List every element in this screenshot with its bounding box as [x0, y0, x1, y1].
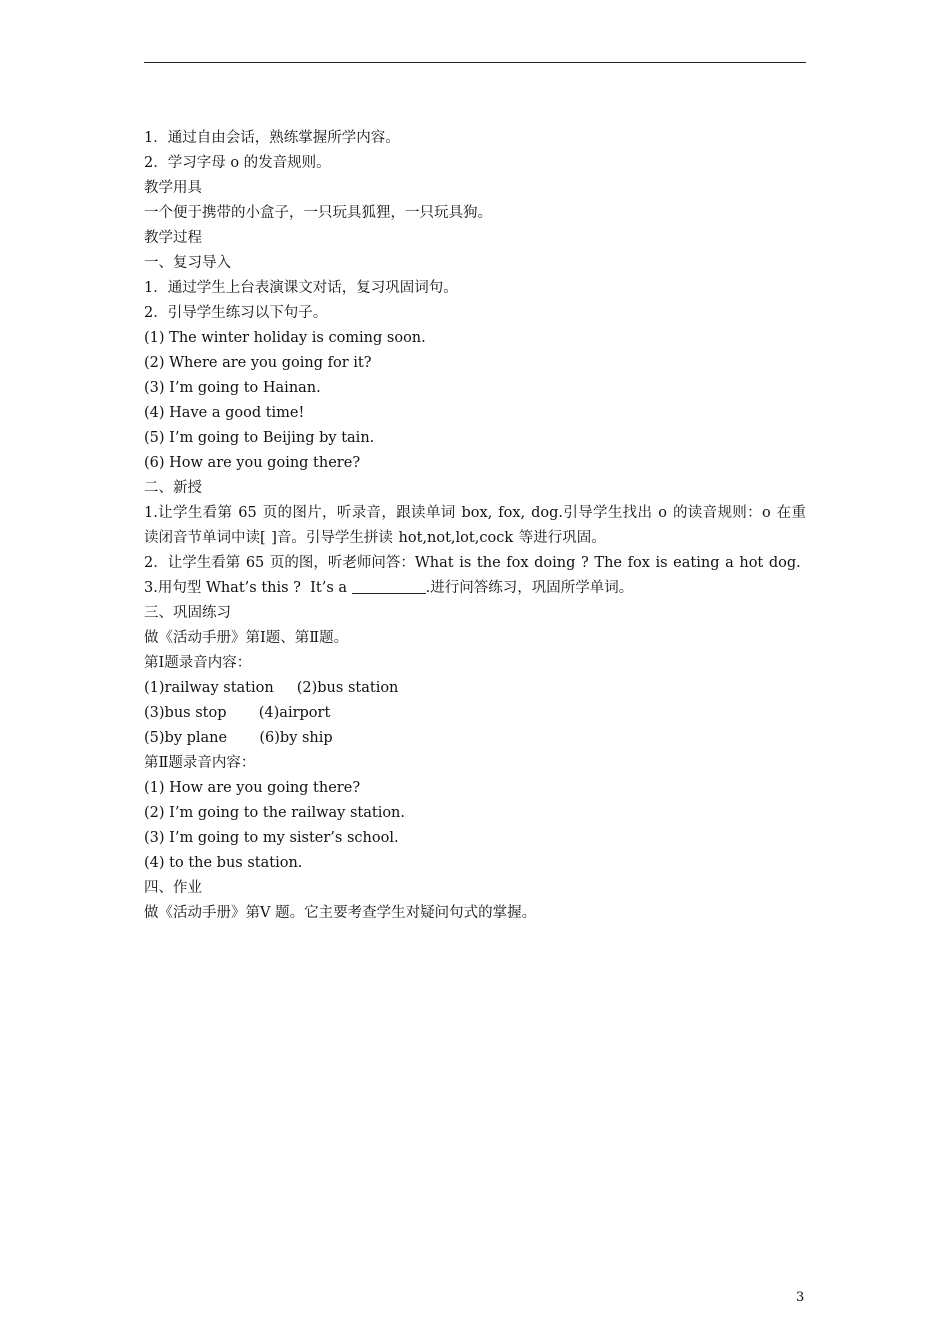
section-heading: 四、作业 [144, 880, 202, 896]
text-line: 做《活动手册》第Ⅴ 题。它主要考查学生对疑问句式的掌握。 [144, 905, 537, 921]
text-line: 一个便于携带的小盒子，一只玩具狐狸，一只玩具狗。 [144, 205, 492, 221]
page-number: 3 [796, 1290, 805, 1305]
text-line: (1) How are you going there? [144, 780, 361, 796]
text-line: (3)bus stop (4)airport [144, 705, 331, 721]
text-segment: 3.用句型 What’s this ? It’s a [144, 580, 352, 596]
section-heading: 三、巩固练习 [144, 605, 231, 621]
section-heading: 教学用具 [144, 180, 202, 196]
text-segment: .进行问答练习，巩固所学单词。 [425, 580, 634, 596]
text-line: 1．通过自由会话，熟练掌握所学内容。 [144, 130, 400, 146]
text-line-with-blank [144, 576, 806, 601]
text-line: (3) I’m going to my sister’s school. [144, 830, 399, 846]
text-line: (6) How are you going there? [144, 455, 361, 471]
text-line: 第Ⅱ题录音内容： [144, 755, 256, 771]
text-line: (2) I’m going to the railway station. [144, 805, 406, 821]
document-body [144, 126, 806, 926]
paragraph: 2．让学生看第 65 页的图，听老师问答：What is the fox doing ? The fox is eating a hot dog. [144, 555, 801, 571]
text-line: 第Ⅰ题录音内容： [144, 655, 252, 671]
text-line: 2．引导学生练习以下句子。 [144, 305, 328, 321]
text-line: (2) Where are you going for it? [144, 355, 372, 371]
fill-in-blank [352, 579, 426, 594]
paragraph: 1.让学生看第 65 页的图片，听录音，跟读单词 box, fox, dog.引导学生找出 o 的读音规则：o 在重读闭音节单词中读[ ]音。引导学生拼读 hot,not,lot,cock 等进行巩固。 [144, 505, 806, 546]
text-line: (5)by plane (6)by ship [144, 730, 333, 746]
header-rule [144, 62, 806, 63]
text-line: (1)railway station (2)bus station [144, 680, 399, 696]
text-line: 1．通过学生上台表演课文对话，复习巩固词句。 [144, 280, 458, 296]
text-line: 2．学习字母 o 的发音规则。 [144, 155, 331, 171]
text-line: (5) I’m going to Beijing by tain. [144, 430, 375, 446]
text-line: (3) I’m going to Hainan. [144, 380, 321, 396]
text-line: (1) The winter holiday is coming soon. [144, 330, 426, 346]
text-line: (4) to the bus station. [144, 855, 303, 871]
section-heading: 一、复习导入 [144, 255, 231, 271]
section-heading: 教学过程 [144, 230, 202, 246]
text-line: 做《活动手册》第Ⅰ题、第Ⅱ题。 [144, 630, 349, 646]
text-line: (4) Have a good time! [144, 405, 305, 421]
section-heading: 二、新授 [144, 480, 202, 496]
